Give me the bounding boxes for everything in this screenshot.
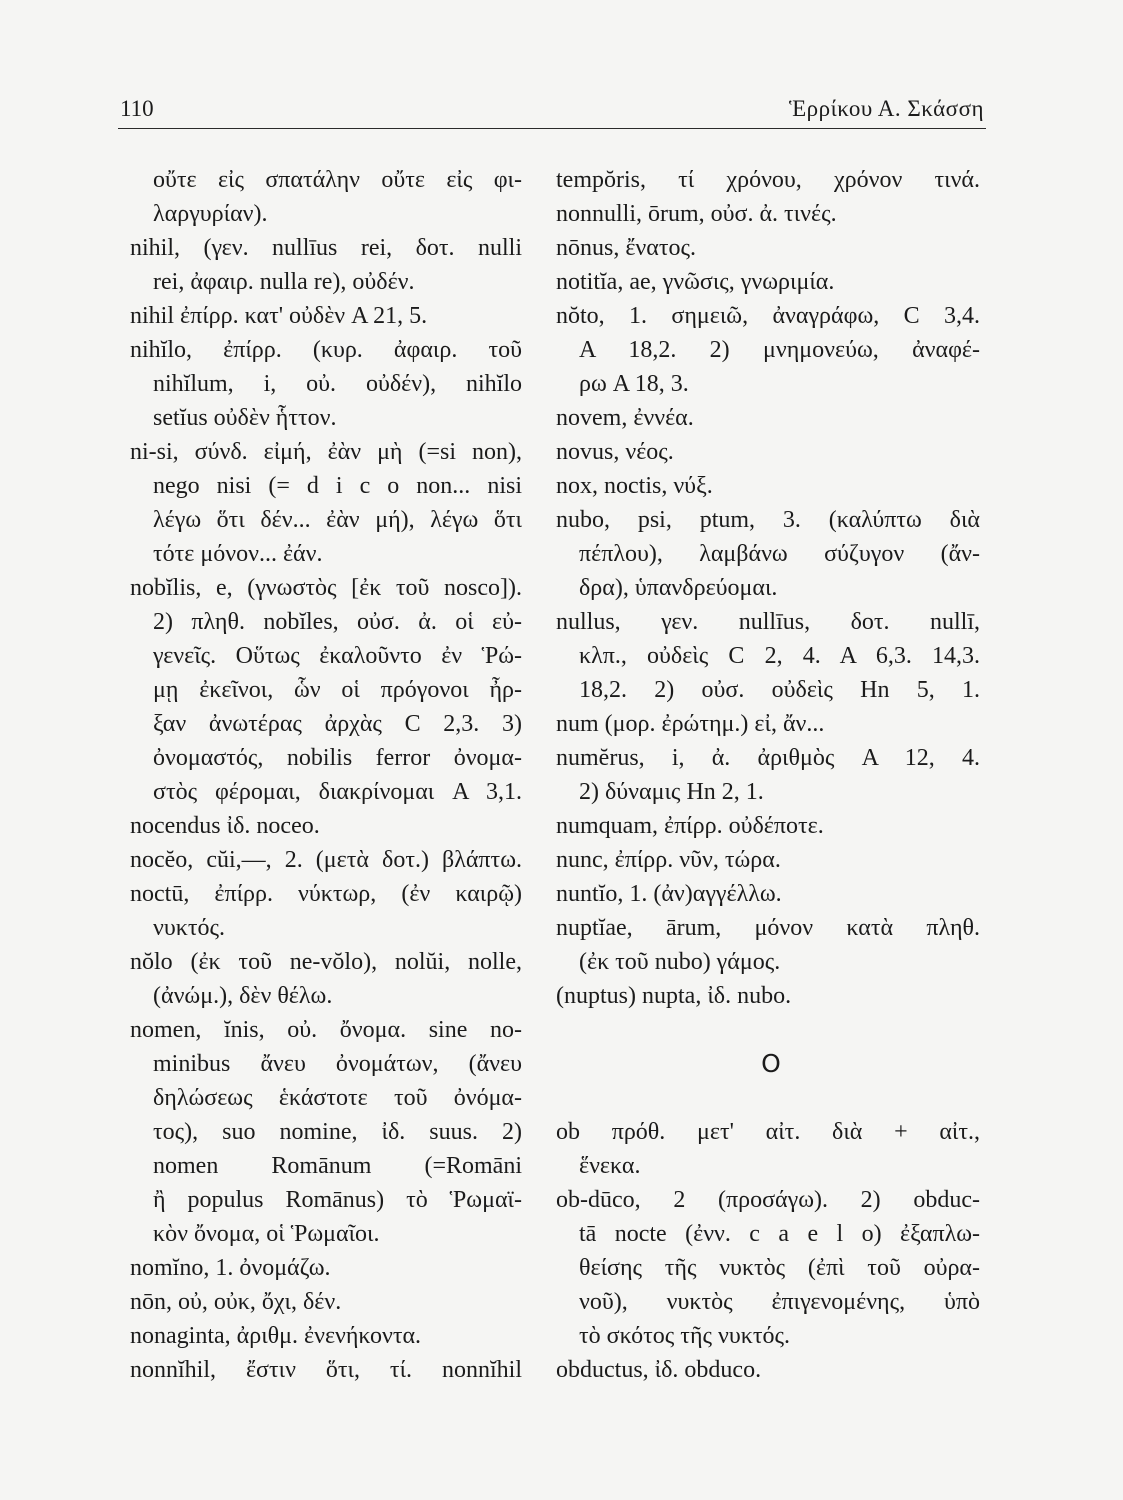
- dictionary-line: nullus, γεν. nullīus, δοτ. nullī,: [556, 609, 980, 635]
- dictionary-line: nomen, ĭnis, οὐ. ὄνομα. sine no-: [130, 1017, 522, 1043]
- dictionary-line: κλπ., οὐδεὶς C 2, 4. A 6,3. 14,3.: [579, 643, 980, 669]
- dictionary-line: nŏlo (ἐκ τοῦ ne-vŏlo), nolŭi, nolle,: [130, 949, 522, 975]
- dictionary-line: nōn, οὐ, οὐκ, ὄχι, δέν.: [130, 1289, 342, 1315]
- dictionary-line: στὸς φέρομαι, διακρίνομαι A 3,1.: [153, 779, 522, 805]
- running-head-author: Ἑρρίκου Α. Σκάσση: [788, 96, 984, 121]
- right-column: [556, 163, 980, 1387]
- dictionary-line: minibus ἄνευ ὀνομάτων, (ἄνευ: [153, 1051, 522, 1077]
- dictionary-line: τὸ σκότος τῆς νυκτός.: [579, 1323, 790, 1349]
- dictionary-line: tā nocte (ἐνν. c a e l o) ἐξαπλω-: [579, 1221, 980, 1247]
- dictionary-line: 2) δύναμις Hn 2, 1.: [579, 779, 764, 805]
- dictionary-line: nonaginta, ἀριθμ. ἐνενήκοντα.: [130, 1323, 422, 1349]
- dictionary-line: numquam, ἐπίρρ. οὐδέποτε.: [556, 813, 824, 839]
- dictionary-line: ρω A 18, 3.: [579, 371, 689, 397]
- blank-line: [556, 1081, 980, 1115]
- dictionary-line: nomen Romānum (=Romāni: [153, 1153, 522, 1179]
- section-heading: O: [761, 1049, 781, 1078]
- dictionary-line: ξαν ἀνωτέρας ἀρχὰς C 2,3. 3): [153, 711, 522, 737]
- dictionary-line: obductus, ἰδ. obduco.: [556, 1357, 762, 1383]
- dictionary-line: (ἀνώμ.), δὲν θέλω.: [153, 983, 333, 1009]
- dictionary-line: ni-si, σύνδ. εἰμή, ἐὰν μὴ (=si non),: [130, 439, 522, 465]
- blank-line: [556, 1013, 980, 1047]
- dictionary-line: 18,2. 2) οὐσ. οὐδεὶς Hn 5, 1.: [579, 677, 980, 703]
- dictionary-line: rei, ἀφαιρ. nulla re), οὐδέν.: [153, 269, 415, 295]
- dictionary-line: nunc, ἐπίρρ. νῦν, τώρα.: [556, 847, 781, 873]
- dictionary-line: λέγω ὅτι δέν... ἐὰν μή), λέγω ὅτι: [153, 507, 522, 533]
- dictionary-line: nonnulli, ōrum, οὐσ. ἀ. τινές.: [556, 201, 837, 227]
- dictionary-line: notitĭa, ae, γνῶσις, γνωριμία.: [556, 269, 835, 295]
- dictionary-line: num (μορ. ἐρώτημ.) εἰ, ἄν...: [556, 711, 825, 737]
- dictionary-line: nuptĭae, ārum, μόνον κατὰ πληθ.: [556, 915, 980, 941]
- dictionary-line: nihĭlo, ἐπίρρ. (κυρ. ἀφαιρ. τοῦ: [130, 337, 522, 363]
- dictionary-line: πέπλου), λαμβάνω σύζυγον (ἄν-: [579, 541, 980, 567]
- dictionary-line: tempŏris, τί χρόνου, χρόνον τινά.: [556, 167, 980, 193]
- dictionary-line: nihĭlum, i, οὐ. οὐδέν), nihĭlo: [153, 371, 522, 397]
- dictionary-line: τότε μόνον... ἐάν.: [153, 541, 323, 567]
- dictionary-line: ob πρόθ. μετ' αἰτ. διὰ + αἰτ.,: [556, 1119, 980, 1145]
- dictionary-line: setĭus οὐδὲν ἧττον.: [153, 405, 337, 431]
- dictionary-line: A 18,2. 2) μνημονεύω, ἀναφέ-: [579, 337, 980, 363]
- dictionary-line: 2) πληθ. nobĭles, οὐσ. ἀ. οἱ εὐ-: [153, 609, 522, 635]
- dictionary-line: οὔτε εἰς σπατάλην οὔτε εἰς φι-: [153, 167, 522, 193]
- dictionary-line: nuntĭo, 1. (ἀν)αγγέλλω.: [556, 881, 782, 907]
- dictionary-line: noctū, ἐπίρρ. νύκτωρ, (ἐν καιρῷ): [130, 881, 522, 907]
- dictionary-line: νυκτός.: [153, 915, 225, 941]
- dictionary-line: θείσης τῆς νυκτὸς (ἐπὶ τοῦ οὐρα-: [579, 1255, 980, 1281]
- dictionary-line: nonnĭhil, ἔστιν ὅτι, τί. nonnĭhil: [130, 1357, 522, 1383]
- dictionary-line: nōnus, ἔνατος.: [556, 235, 696, 261]
- dictionary-line: λαργυρίαν).: [153, 201, 268, 227]
- dictionary-line: nego nisi (= d i c o non... nisi: [153, 473, 522, 499]
- dictionary-line: νοῦ), νυκτὸς ἐπιγενομένης, ὑπὸ: [579, 1289, 980, 1315]
- dictionary-line: nocĕo, cŭi,—, 2. (μετὰ δοτ.) βλάπτω.: [130, 847, 522, 873]
- dictionary-line: novus, νέος.: [556, 439, 674, 465]
- dictionary-line: γενεῖς. Οὕτως ἐκαλοῦντο ἐν Ῥώ-: [153, 643, 522, 669]
- header-rule: [118, 128, 986, 129]
- dictionary-line: ἕνεκα.: [579, 1153, 641, 1179]
- left-column: [130, 163, 522, 1387]
- dictionary-line: (ἐκ τοῦ nubo) γάμος.: [579, 949, 781, 975]
- dictionary-line: κὸν ὄνομα, οἱ Ῥωμαῖοι.: [153, 1221, 380, 1247]
- dictionary-line: (nuptus) nupta, ἰδ. nubo.: [556, 983, 792, 1009]
- dictionary-line: ob-dūco, 2 (προσάγω). 2) obduc-: [556, 1187, 980, 1213]
- page-number: 110: [120, 96, 154, 121]
- dictionary-line: nobĭlis, e, (γνωστὸς [ἐκ τοῦ nosco]).: [130, 575, 522, 601]
- dictionary-line: ὀνομαστός, nobilis ferror ὀνομα-: [153, 745, 522, 771]
- dictionary-line: nomĭno, 1. ὀνομάζω.: [130, 1255, 331, 1281]
- dictionary-line: nihil ἐπίρρ. κατ' οὐδὲν A 21, 5.: [130, 303, 428, 329]
- dictionary-line: nŏto, 1. σημειῶ, ἀναγράφω, C 3,4.: [556, 303, 980, 329]
- dictionary-line: nox, noctis, νύξ.: [556, 473, 713, 499]
- dictionary-line: nocendus ἰδ. noceo.: [130, 813, 320, 839]
- dictionary-line: μῃ ἐκεῖνοι, ὧν οἱ πρόγονοι ἦρ-: [153, 677, 522, 703]
- dictionary-line: novem, ἐννέα.: [556, 405, 694, 431]
- dictionary-line: nubo, psi, ptum, 3. (καλύπτω διὰ: [556, 507, 980, 533]
- dictionary-line: ἢ populus Romānus) τὸ Ῥωμαϊ-: [153, 1187, 522, 1213]
- dictionary-line: τος), suo nomine, ἰδ. suus. 2): [153, 1119, 522, 1145]
- dictionary-line: δρα), ὑπανδρεύομαι.: [579, 575, 778, 601]
- dictionary-line: nihil, (γεν. nullīus rei, δοτ. nulli: [130, 235, 522, 261]
- dictionary-line: δηλώσεως ἑκάστοτε τοῦ ὀνόμα-: [153, 1085, 522, 1111]
- dictionary-line: numĕrus, i, ἀ. ἀριθμὸς A 12, 4.: [556, 745, 980, 771]
